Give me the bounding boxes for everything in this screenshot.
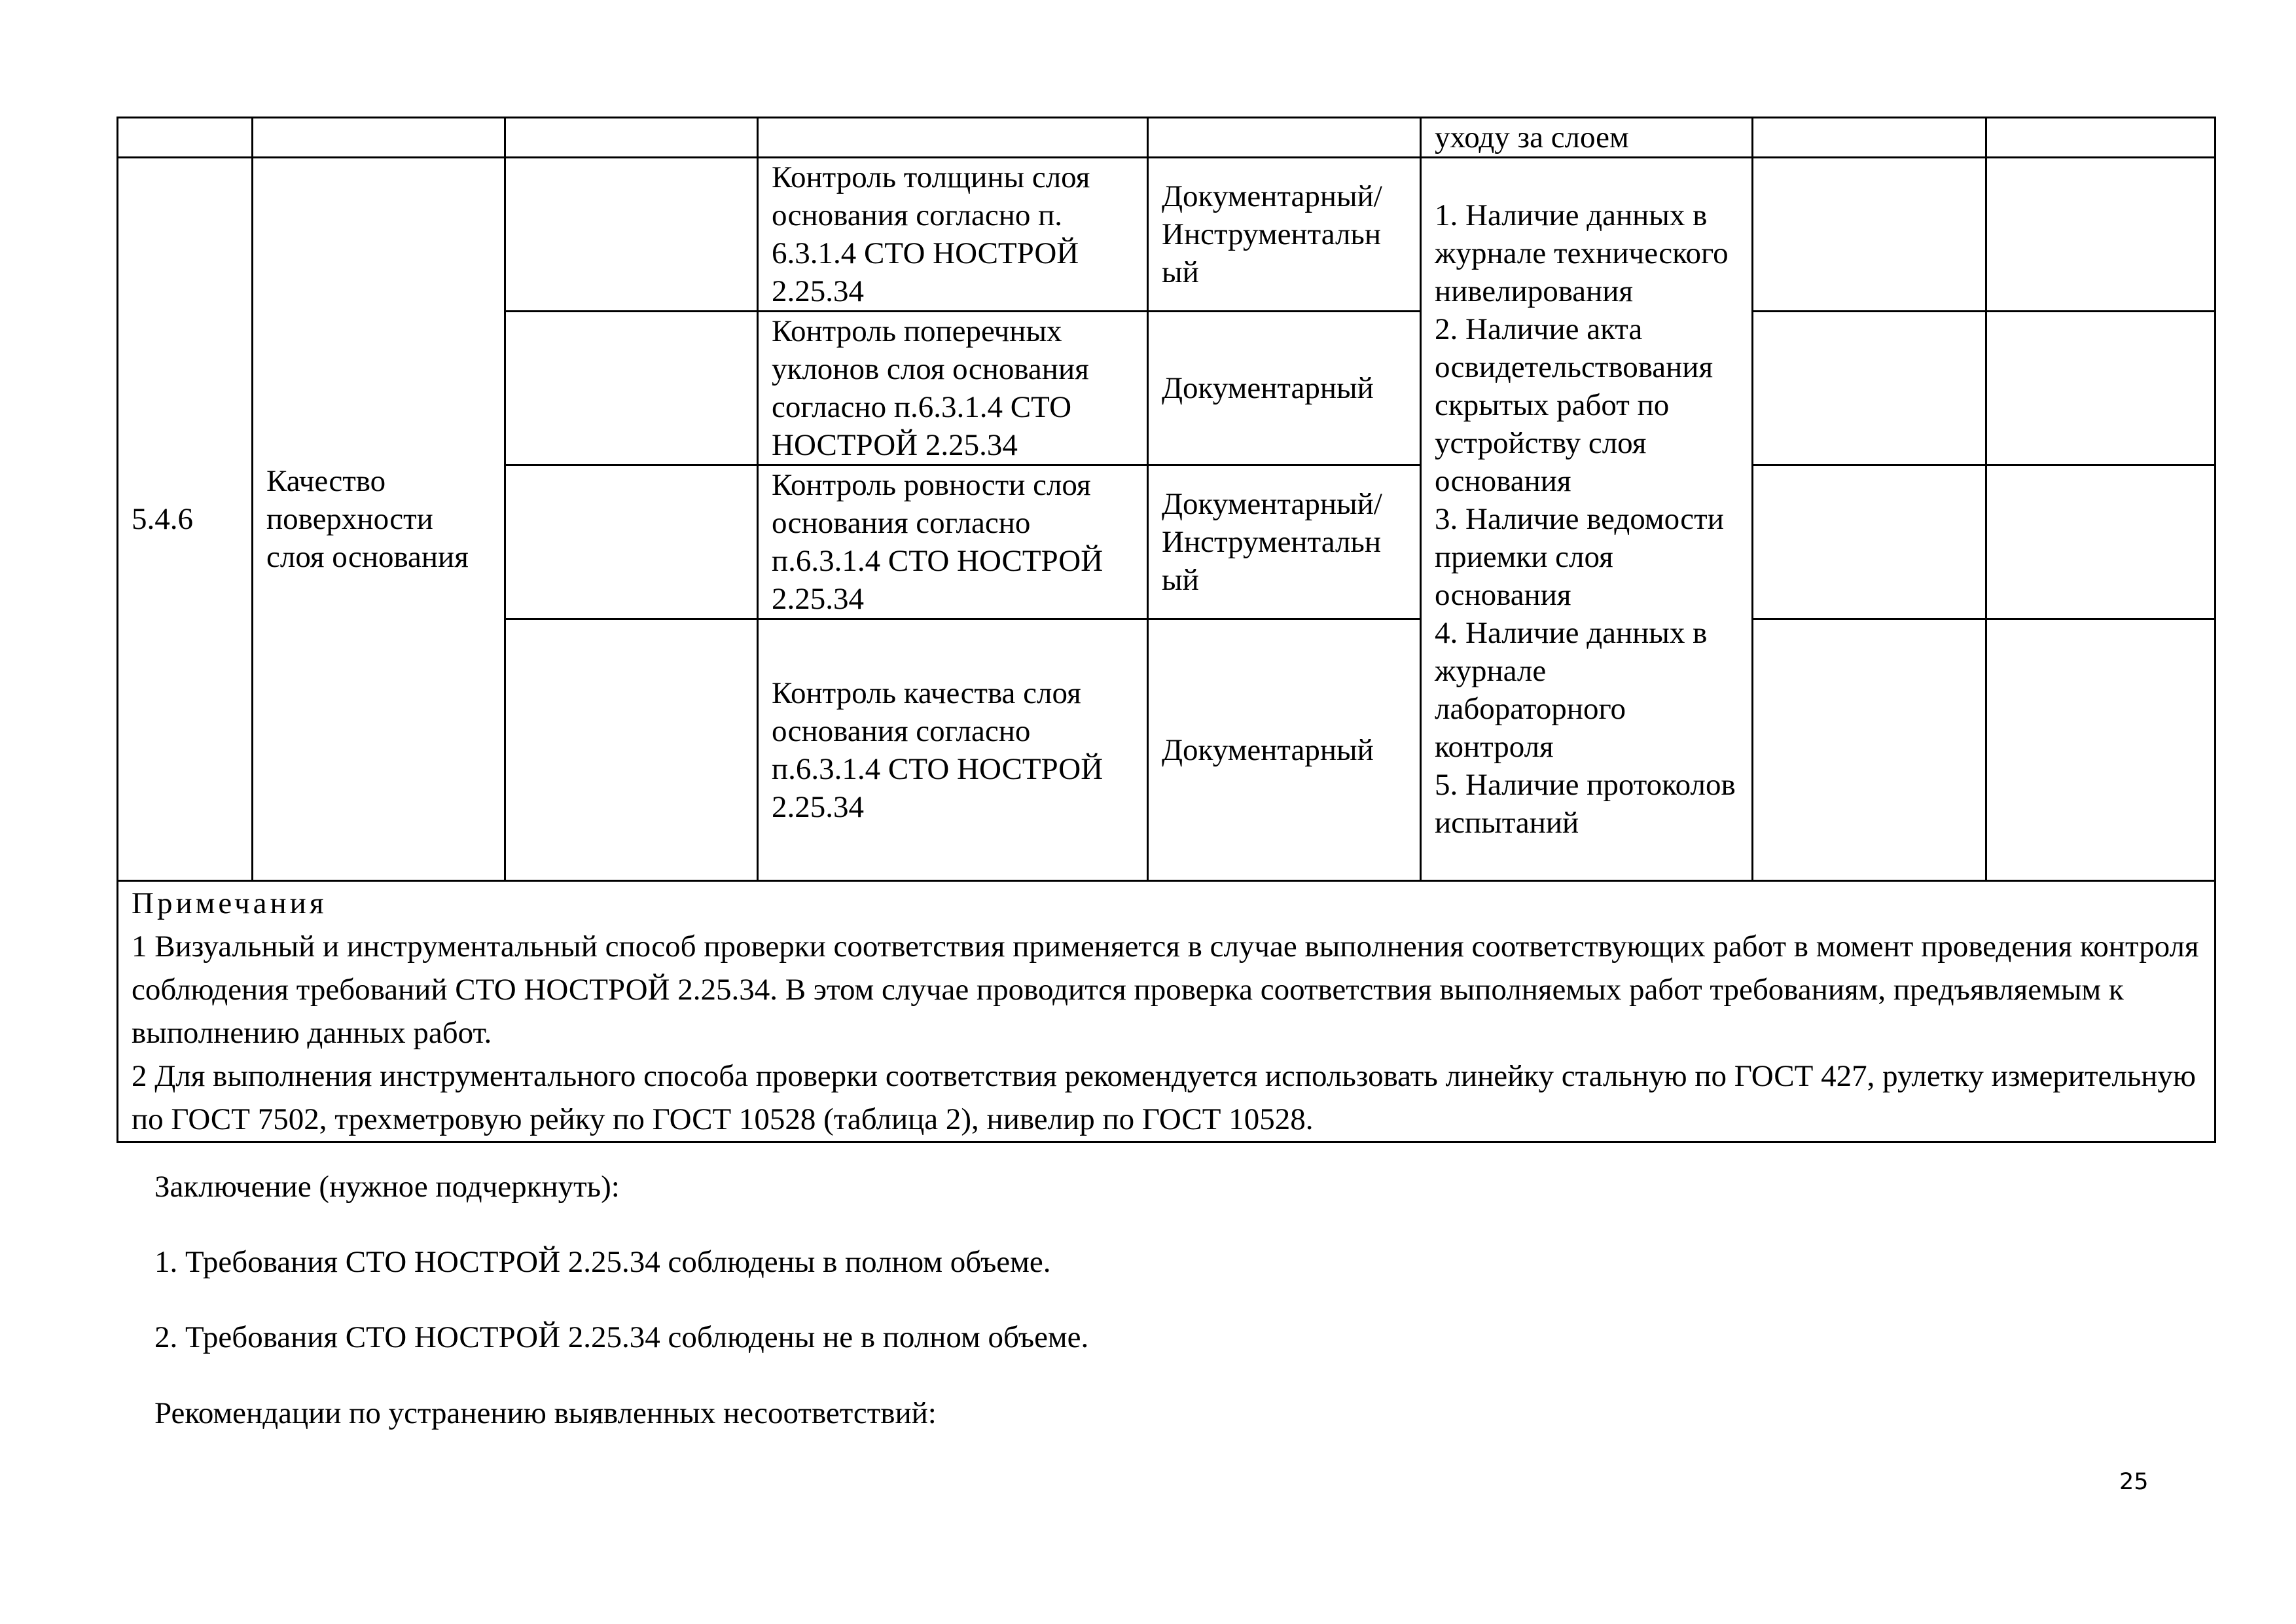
requirements-cell: 1. Наличие данных в журнале технического нивелирования 2. Наличие акта освидетельствования скрытых работ по устройству слоя основания 3. Наличие ведомости приемки слоя основания 4. Наличие данных в журнале лабораторного контроля 5. Наличие протоколов испытаний [1421, 158, 1753, 881]
table-cell-empty [1148, 118, 1421, 158]
table-cell-empty [253, 118, 505, 158]
item-name-cell: Качество поверхности слоя основания [253, 158, 505, 881]
table-cell-empty [1986, 118, 2215, 158]
conclusion-option-2: 2. Требования СТО НОСТРОЙ 2.25.34 соблюдены не в полном объеме. [154, 1320, 1089, 1354]
method-cell: Документарный [1148, 312, 1421, 465]
method-cell: Документарный [1148, 619, 1421, 881]
inspection-table [117, 117, 2216, 1143]
table-row [118, 158, 2215, 312]
method-cell: Документарный/ Инструментальн ый [1148, 158, 1421, 312]
table-cell-empty [1986, 465, 2215, 619]
table-cell-empty [118, 118, 253, 158]
method-cell: Документарный/ Инструментальн ый [1148, 465, 1421, 619]
table-cell-empty [1753, 118, 1986, 158]
notes-title: Примечания [132, 886, 327, 920]
note-2: 2 Для выполнения инструментального способа проверки соответствия рекомендуется использовать линейку стальную по ГОСТ 427, рулетку измерительную по ГОСТ 7502, трехметровую рейку по ГОСТ 10528 (таблица 2), нивелир по ГОСТ 10528. [132, 1059, 2197, 1136]
control-cell: Контроль толщины слоя основания согласно п. 6.3.1.4 СТО НОСТРОЙ 2.25.34 [758, 158, 1148, 312]
control-cell: Контроль ровности слоя основания согласно п.6.3.1.4 СТО НОСТРОЙ 2.25.34 [758, 465, 1148, 619]
table-cell-empty [1986, 158, 2215, 312]
page-number: 25 [2119, 1469, 2149, 1495]
item-number-cell: 5.4.6 [118, 158, 253, 881]
requirement-tail-cell: уходу за слоем [1421, 118, 1753, 158]
conclusion-heading: Заключение (нужное подчеркнуть): [154, 1170, 620, 1204]
control-cell: Контроль поперечных уклонов слоя основания согласно п.6.3.1.4 СТО НОСТРОЙ 2.25.34 [758, 312, 1148, 465]
note-1: 1 Визуальный и инструментальный способ проверки соответствия применяется в случае выполнения соответствующих работ в момент проведения контроля соблюдения требований СТО НОСТРОЙ 2.25.34. В этом случае проводится проверка соответствия выполняемых работ требованиям, предъявляемым к выполнению данных работ. [132, 929, 2199, 1050]
table-cell-empty [505, 312, 758, 465]
conclusion-option-1: 1. Требования СТО НОСТРОЙ 2.25.34 соблюдены в полном объеме. [154, 1245, 1051, 1279]
table-cell-empty [1753, 312, 1986, 465]
table-cell-empty [1753, 465, 1986, 619]
table-cell-empty [758, 118, 1148, 158]
table-cell-empty [505, 118, 758, 158]
table-cell-empty [505, 465, 758, 619]
table-row-notes [118, 881, 2215, 1142]
notes-cell [118, 881, 2215, 1142]
table-row-continuation [118, 118, 2215, 158]
table-cell-empty [1753, 158, 1986, 312]
recommendations-label: Рекомендации по устранению выявленных несоответствий: [154, 1396, 937, 1430]
table-cell-empty [1986, 619, 2215, 881]
table-cell-empty [1753, 619, 1986, 881]
table-cell-empty [505, 619, 758, 881]
control-cell: Контроль качества слоя основания согласно п.6.3.1.4 СТО НОСТРОЙ 2.25.34 [758, 619, 1148, 881]
table-cell-empty [505, 158, 758, 312]
table-cell-empty [1986, 312, 2215, 465]
